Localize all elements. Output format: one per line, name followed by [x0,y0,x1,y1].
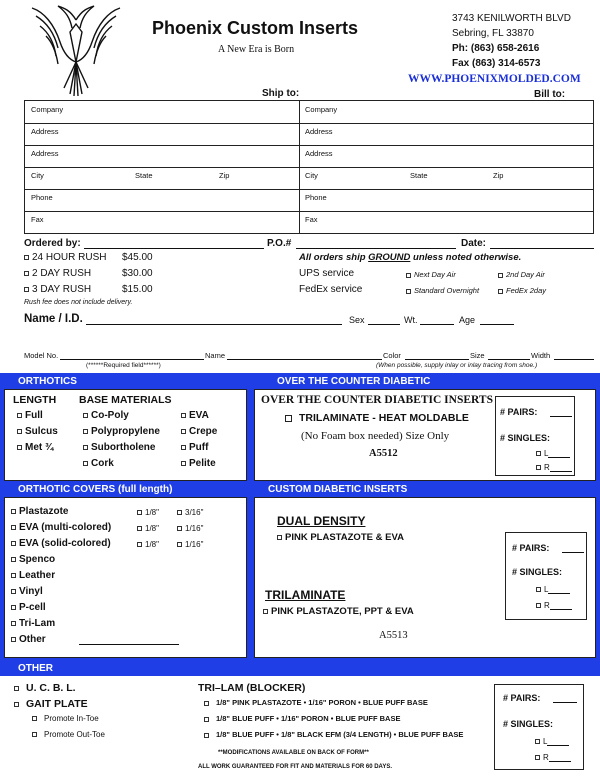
checkbox-icon[interactable] [11,509,16,514]
other-pairs-box [494,684,584,770]
checkbox-icon[interactable] [204,717,209,722]
section-bar-orthotics [0,373,600,389]
promote-out-toe-option[interactable]: Promote Out-Toe [32,730,105,739]
length-met[interactable]: Met ¾ [17,442,53,453]
checkbox-icon[interactable] [285,415,292,422]
cover-other[interactable]: Other [11,634,46,645]
checkbox-icon[interactable] [32,716,37,721]
cover-tri-lam[interactable]: Tri-Lam [11,618,55,629]
base-co-poly[interactable]: Co-Poly [83,410,129,421]
checkbox-icon[interactable] [137,542,142,547]
other-singles-label: # SINGLES: [503,719,554,729]
ship-fax-field[interactable]: Fax [31,215,44,224]
address-block [452,12,571,71]
model-no-label: Model No. [24,351,59,360]
cover-leather[interactable]: Leather [11,570,55,581]
rush-2day-option[interactable]: 2 DAY RUSH [24,268,91,279]
ship-state-field[interactable]: State [135,171,153,180]
sex-field[interactable] [368,315,400,325]
tri-lam-item-3[interactable]: 1/8" BLUE PUFF • 1/8" BLACK EFM (3/4 LENGTH) • BLUE PUFF BASE [204,730,463,739]
date-label: Date: [461,238,487,249]
next-day-air-option[interactable]: Next Day Air [406,270,456,279]
checkbox-icon[interactable] [137,510,142,515]
cover-p-cell[interactable]: P-cell [11,602,46,613]
trilaminate-option[interactable]: PINK PLASTAZOTE, PPT & EVA [263,606,414,617]
cover-plastazote[interactable]: Plastazote [11,506,68,517]
orthotics-panel [4,389,247,481]
checkbox-icon[interactable] [11,589,16,594]
base-puff[interactable]: Puff [181,442,208,453]
cover-other-field[interactable] [79,634,179,645]
date-field[interactable] [490,238,594,249]
custom-right-option[interactable]: R [536,601,572,610]
age-label: Age [459,315,476,325]
tri-lam-item-2[interactable]: 1/8" BLUE PUFF • 1/16" PORON • BLUE PUFF BASE [204,714,400,723]
checkbox-icon[interactable] [263,609,268,614]
covers-header: ORTHOTIC COVERS (full length) [18,484,173,495]
checkbox-icon[interactable] [406,273,411,278]
checkbox-icon[interactable] [83,445,88,450]
ship-zip-field[interactable]: Zip [219,171,230,180]
otc-pairs-label: # PAIRS: [500,407,538,417]
checkbox-icon[interactable] [83,429,88,434]
ship-city-field[interactable]: City [31,171,44,180]
custom-left-option[interactable]: L [536,585,570,594]
other-pairs-field[interactable] [553,694,577,703]
custom-singles-label: # SINGLES: [512,567,563,577]
gait-plate-option[interactable]: GAIT PLATE [14,698,88,710]
rush-note: Rush fee does not include delivery. [24,299,133,306]
rush-24-option[interactable]: 24 HOUR RUSH [24,252,106,263]
checkbox-icon[interactable] [11,637,16,642]
base-cork[interactable]: Cork [83,458,114,469]
company-name: Phoenix Custom Inserts [152,18,359,38]
checkbox-icon[interactable] [24,271,29,276]
tagline: A New Era is Born [218,44,295,55]
checkbox-icon[interactable] [204,701,209,706]
rush-2day-price: $30.00 [122,268,153,279]
checkbox-icon[interactable] [11,605,16,610]
otc-panel [254,389,596,481]
size-field[interactable] [488,351,530,360]
checkbox-icon[interactable] [204,733,209,738]
checkbox-icon[interactable] [24,287,29,292]
eva-multi-size-1-8[interactable]: 1/8" [137,524,159,533]
ordered-by-field[interactable] [84,238,264,249]
other-header: OTHER [18,663,53,674]
otc-header: OVER THE COUNTER DIABETIC [277,376,431,387]
fedex-service-label: FedEx service [299,284,363,295]
base-eva[interactable]: EVA [181,410,209,421]
checkbox-icon[interactable] [11,573,16,578]
custom-panel [254,497,596,658]
tri-lam-item-1[interactable]: 1/8" PINK PLASTAZOTE • 1/16" PORON • BLUE PUFF BASE [204,698,428,707]
otc-title: OVER THE COUNTER DIABETIC INSERTS [261,394,493,406]
custom-pairs-box [505,532,587,620]
trilaminate-title: TRILAMINATE [265,588,346,602]
eva-multi-size-1-16[interactable]: 1/16" [177,524,203,533]
checkbox-icon[interactable] [181,461,186,466]
ucbl-option[interactable]: U. C. B. L. [14,682,76,694]
eva-solid-size-1-16[interactable]: 1/16" [177,540,203,549]
base-polypropylene[interactable]: Polypropylene [83,426,160,437]
checkbox-icon[interactable] [536,465,541,470]
checkbox-icon[interactable] [14,686,19,691]
otc-code: A5512 [369,448,398,459]
eva-solid-size-1-8[interactable]: 1/8" [137,540,159,549]
dual-density-option[interactable]: PINK PLASTAZOTE & EVA [277,532,404,543]
base-subortholene[interactable]: Subortholene [83,442,155,453]
otc-singles-label: # SINGLES: [500,433,551,443]
modifications-note: **MODIFICATIONS AVAILABLE ON BACK OF FORM** [218,750,369,756]
name-id-field[interactable] [86,313,342,325]
checkbox-icon[interactable] [277,535,282,540]
po-label: P.O.# [267,238,292,249]
width-label: Width [531,351,551,360]
bill-phone-field[interactable]: Phone [305,193,327,202]
ship-to-label: Ship to: [262,88,300,99]
bill-address-field[interactable]: Address [305,127,333,136]
shoe-name-label: Name [205,351,226,360]
checkbox-icon[interactable] [177,510,182,515]
otc-left-option[interactable]: L [536,449,570,458]
phone-number: Ph: (863) 658-2616 [452,43,540,54]
checkbox-icon[interactable] [498,289,503,294]
base-crepe[interactable]: Crepe [181,426,217,437]
length-title: LENGTH [13,394,57,406]
checkbox-icon[interactable] [14,702,19,707]
phoenix-logo [30,2,122,98]
custom-code: A5513 [379,630,408,641]
guarantee-note: ALL WORK GUARANTEED FOR FIT AND MATERIALS FOR 60 DAYS. [198,764,393,770]
custom-pairs-field[interactable] [562,544,584,553]
base-pelite[interactable]: Pelite [181,458,216,469]
model-no-field[interactable] [60,351,204,360]
checkbox-icon[interactable] [536,603,541,608]
dual-density-title: DUAL DENSITY [277,514,366,528]
age-field[interactable] [480,315,514,325]
checkbox-icon[interactable] [17,429,22,434]
other-pairs-label: # PAIRS: [503,693,541,703]
otc-pairs-box [495,396,575,476]
checkbox-icon[interactable] [11,621,16,626]
checkbox-icon[interactable] [83,413,88,418]
po-field[interactable] [296,238,456,249]
checkbox-icon[interactable] [17,413,22,418]
custom-header: CUSTOM DIABETIC INSERTS [268,484,408,495]
checkbox-icon[interactable] [24,255,29,260]
name-id-label: Name / I.D. [24,313,83,325]
wt-field[interactable] [420,315,454,325]
checkbox-icon[interactable] [11,541,16,546]
checkbox-icon[interactable] [177,542,182,547]
custom-pairs-label: # PAIRS: [512,543,550,553]
other-section [0,676,600,778]
checkbox-icon[interactable] [181,413,186,418]
length-full[interactable]: Full [17,410,43,421]
tri-lam-blocker-title: TRI–LAM (BLOCKER) [198,682,306,694]
shoe-name-field[interactable] [227,351,382,360]
rush-3day-option[interactable]: 3 DAY RUSH [24,284,91,295]
checkbox-icon[interactable] [535,755,540,760]
ship-bill-grid [24,100,594,234]
checkbox-icon[interactable] [11,525,16,530]
bill-company-field[interactable]: Company [305,105,338,114]
other-left-option[interactable]: L [535,737,569,746]
width-field[interactable] [554,351,594,360]
otc-note: (No Foam box needed) Size Only [301,430,450,442]
orthotics-header: ORTHOTICS [18,376,77,387]
promote-in-toe-option[interactable]: Promote In-Toe [32,714,99,723]
otc-right-option[interactable]: R [536,463,572,472]
checkbox-icon[interactable] [536,451,541,456]
address-line1: 3743 KENILWORTH BLVD [452,13,571,24]
section-bar-covers [0,481,600,497]
bill-state-field[interactable]: State [410,171,428,180]
section-bar-other [0,660,600,676]
otc-trilaminate-option[interactable]: TRILAMINATE - HEAT MOLDABLE [285,412,469,424]
second-day-air-option[interactable]: 2nd Day Air [498,270,545,279]
checkbox-icon[interactable] [17,445,22,450]
checkbox-icon[interactable] [11,557,16,562]
checkbox-icon[interactable] [498,273,503,278]
ship-phone-field[interactable]: Phone [31,193,53,202]
other-right-option[interactable]: R [535,753,571,762]
checkbox-icon[interactable] [177,526,182,531]
checkbox-icon[interactable] [181,429,186,434]
length-sulcus[interactable]: Sulcus [17,426,58,437]
base-title: BASE MATERIALS [79,394,172,406]
inlay-note: (When possible, supply inlay or inlay tracing from shoe.) [376,362,538,369]
bill-city-field[interactable]: City [305,171,318,180]
rush-24-price: $45.00 [122,252,153,263]
color-field[interactable] [405,351,469,360]
website-link[interactable]: WWW.PHOENIXMOLDED.COM [408,73,581,85]
ordered-by-label: Ordered by: [24,238,81,249]
checkbox-icon[interactable] [535,739,540,744]
address-line2: Sebring, FL 33870 [452,27,534,39]
checkbox-icon[interactable] [181,445,186,450]
checkbox-icon[interactable] [536,587,541,592]
ship-address-field[interactable]: Address [31,127,59,136]
size-label: Size [470,351,485,360]
wt-label: Wt. [404,315,418,325]
ship-address2-field[interactable]: Address [31,149,59,158]
cover-eva-solid[interactable]: EVA (solid-colored) [11,538,111,549]
fedex-2day-option[interactable]: FedEx 2day [498,286,546,295]
color-label: Color [383,351,401,360]
checkbox-icon[interactable] [32,732,37,737]
checkbox-icon[interactable] [406,289,411,294]
checkbox-icon[interactable] [83,461,88,466]
cover-vinyl[interactable]: Vinyl [11,586,43,597]
bill-fax-field[interactable]: Fax [305,215,318,224]
bill-address2-field[interactable]: Address [305,149,333,158]
bill-zip-field[interactable]: Zip [493,171,504,180]
ups-service-label: UPS service [299,268,355,279]
cover-eva-multi[interactable]: EVA (multi-colored) [11,522,111,533]
ship-company-field[interactable]: Company [31,105,64,114]
cover-spenco[interactable]: Spenco [11,554,55,565]
covers-panel [4,497,247,658]
plastazote-size-1-8[interactable]: 1/8" [137,508,159,517]
otc-pairs-field[interactable] [550,408,572,417]
rush-3day-price: $15.00 [122,284,153,295]
ground-note: All orders ship GROUND unless noted otherwise. [299,252,522,263]
fax-number: Fax (863) 314-6573 [452,57,541,69]
checkbox-icon[interactable] [137,526,142,531]
standard-overnight-option[interactable]: Standard Overnight [406,286,479,295]
required-note: (******Required field******) [86,362,161,369]
bill-to-label: Bill to: [534,89,566,100]
sex-label: Sex [349,315,365,325]
plastazote-size-3-16[interactable]: 3/16" [177,508,203,517]
